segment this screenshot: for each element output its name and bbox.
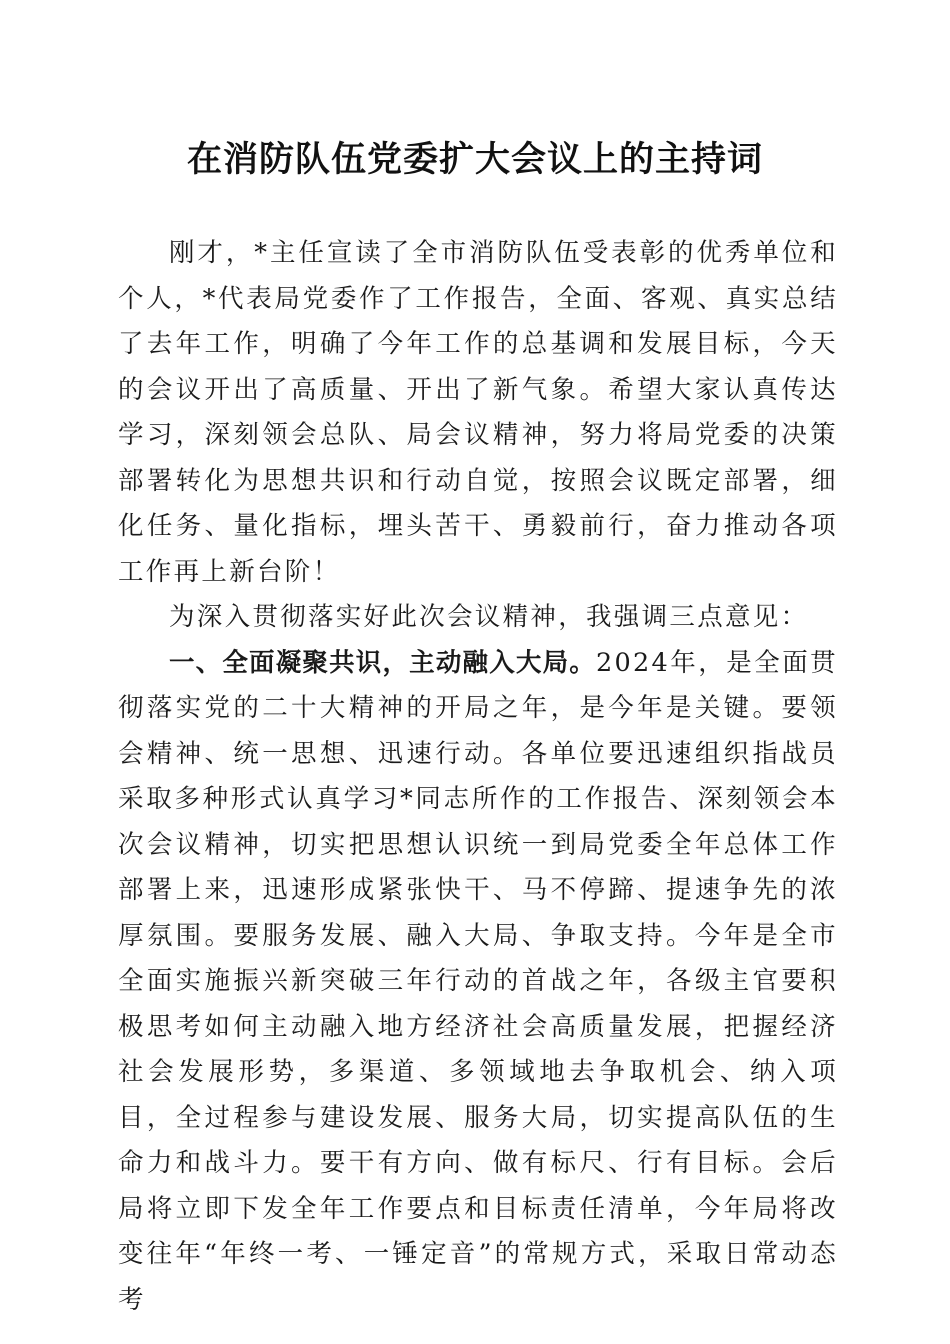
document-body: [118, 231, 838, 1323]
document-title: 在消防队伍党委扩大会议上的主持词: [186, 140, 763, 180]
paragraph-opening: [118, 231, 838, 595]
paragraph-point-one: [118, 641, 838, 1324]
point-one-heading: 一、全面凝聚共识，主动融入大局。: [169, 647, 596, 678]
paragraph-opening-text: 刚才，*主任宣读了全市消防队伍受表彰的优秀单位和个人，*代表局党委作了工作报告，全面、客观、真实总结了去年工作，明确了今年工作的总基调和发展目标，今天的会议开出了高质量、开出了新气象。希望大家认真传达学习，深刻领会总队、局会议精神，努力将局党委的决策部署转化为思想共识和行动自觉，按照会议既定部署，细化任务、量化指标，埋头苦干、勇毅前行，奋力推动各项工作再上新台阶！: [118, 238, 838, 587]
paragraph-intro: [118, 595, 838, 641]
point-one-text: 2024年，是全面贯彻落实党的二十大精神的开局之年，是今年是关键。要领会精神、统一思想、迅速行动。各单位要迅速组织指战员采取多种形式认真学习*同志所作的工作报告、深刻领会本次会议精神，切实把思想认识统一到局党委全年总体工作部署上来，迅速形成紧张快干、马不停蹄、提速争先的浓厚氛围。要服务发展、融入大局、争取支持。今年是全市全面实施振兴新突破三年行动的首战之年，各级主官要积极思考如何主动融入地方经济社会高质量发展，把握经济社会发展形势，多渠道、多领域地去争取机会、纳入项目，全过程参与建设发展、服务大局，切实提高队伍的生命力和战斗力。要干有方向、做有标尺、行有目标。会后局将立即下发全年工作要点和目标责任清单，今年局将改变往年“年终一考、一锤定音”的常规方式，采取日常动态考: [118, 647, 838, 1315]
paragraph-intro-text: 为深入贯彻落实好此次会议精神，我强调三点意见：: [169, 602, 809, 632]
